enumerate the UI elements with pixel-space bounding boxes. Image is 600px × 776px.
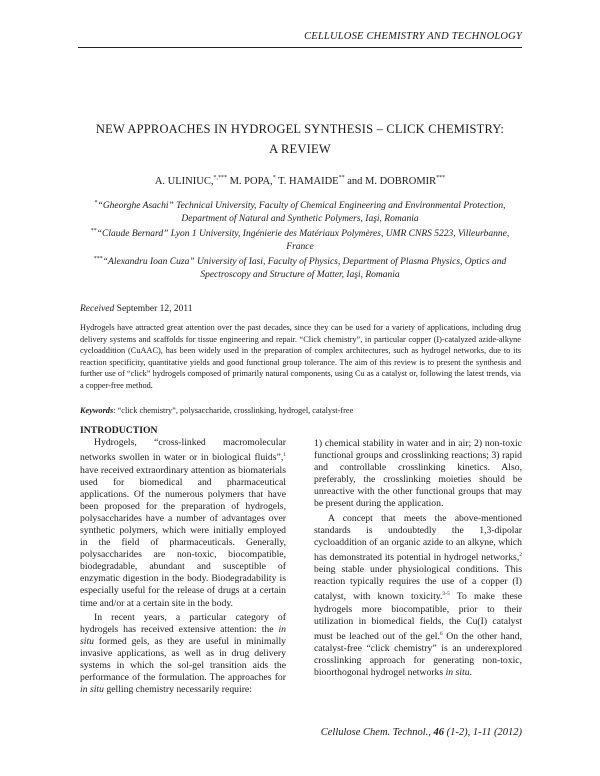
author-affiliation-mark: * bbox=[272, 175, 276, 181]
affiliations bbox=[80, 197, 520, 281]
affiliation-text: “Claude Bernard” Lyon 1 University, Ingénierie des Matériaux Polymères, UMR CNRS 5223, Villeurbanne, France bbox=[96, 229, 510, 252]
author-name: M. POPA, bbox=[229, 176, 273, 187]
keywords bbox=[80, 406, 521, 415]
author-affiliation-mark: *** bbox=[436, 175, 446, 181]
affiliation-text: “Alexandru Ioan Cuza” University of Iasi, Faculty of Physics, Department of Plasma Physics, Optics and Spectroscopy and Structure of Matter, Iaşi, Romania bbox=[102, 257, 507, 280]
citation: 6 bbox=[439, 630, 443, 637]
keywords-list: : “click chemistry”, polysaccharide, crosslinking, hydrogel, catalyst-free bbox=[113, 406, 354, 415]
header-divider bbox=[78, 47, 522, 48]
journal-header: CELLULOSE CHEMISTRY AND TECHNOLOGY bbox=[304, 31, 522, 42]
title-line-2: A REVIEW bbox=[269, 142, 331, 156]
affiliation-item bbox=[80, 225, 520, 253]
received-label: Received bbox=[80, 304, 115, 314]
page-footer-citation: Cellulose Chem. Technol., 46 (1-2), 1-11 (2012) bbox=[320, 727, 522, 738]
citation: 3-5 bbox=[442, 591, 450, 598]
author-name: and M. DOBROMIR bbox=[347, 176, 437, 187]
title-line-1: NEW APPROACHES IN HYDROGEL SYNTHESIS – CLICK CHEMISTRY: bbox=[95, 122, 505, 136]
body-paragraph: In recent years, a particular category of hydrogels has received extensive attention: the in situ formed gels, as they are useful in minimally invasive applications, as well as in drug delivery systems in which the sol-gel transition aids the performance of the formulation. The approaches for in situ gelling chemistry necessarily require: bbox=[80, 611, 286, 696]
body-paragraph: Hydrogels, “cross-linked macromolecular networks swollen in water or in biological fluids”,$^1$ have received extraordinary attention as biomaterials used for biomedical and pharmaceutical applications. Of the numerous polymers that have been proposed for the preparation of hydrogels, polysaccharides have a number of advantages over synthetic polymers, which were initially employed in the field of pharmaceuticals. Generally, polysaccharides are non-toxic, biocompatible, biodegradable, abundant and susceptible of enzymatic digestion in the body. Biodegradability is especially useful for the release of drugs at a certain time and/or at a certain site in the body. bbox=[80, 437, 286, 609]
affiliation-item bbox=[80, 197, 520, 225]
affiliation-mark: ** bbox=[90, 227, 97, 234]
received-date bbox=[80, 304, 193, 314]
keywords-label: Keywords bbox=[80, 406, 114, 415]
citation: 1 bbox=[283, 452, 286, 459]
section-heading: INTRODUCTION bbox=[80, 425, 158, 436]
volume-number: 46 bbox=[433, 727, 445, 738]
received-date-value: September 12, 2011 bbox=[116, 304, 193, 314]
author-affiliation-mark: ** bbox=[338, 175, 345, 181]
affiliation-text: “Gheorghe Asachi” Technical University, Faculty of Chemical Engineering and Environmental Protection, Department of Natural and Synthetic Polymers, Iaşi, Romania bbox=[97, 201, 506, 224]
abstract: Hydrogels have attracted great attention over the past decades, since they can be used for a variety of applications, including drug delivery systems and scaffolds for tissue engineering and repair. “Click chemistry”, in particular copper (I)-catalyzed azide-alkyne cycloaddition (CuAAC), has been widely used in the preparation of complex architectures, such as hydrogel networks, due to its reaction specificity, quantitative yields and good functional group tolerance. The aim of this review is to present the synthesis and further use of “click” hydrogels composed of primarily natural components, using Cu as a catalyst or, following the latest trends, via a copper-free method. bbox=[80, 323, 521, 390]
article-title bbox=[60, 119, 540, 159]
body-paragraph: A concept that meets the above-mentioned standards is undoubtedly the 1,3-dipolar cycloaddition of an organic azide to an alkyne, which has demonstrated its potential in hydrogel networks,$^2$ being stable under physiological conditions. This reaction typically requires the use of a copper (I) catalyst, with known toxicity.$^{3-5}$ To make these hydrogels more biocompatible, prior to their utilization in biomedical fields, the Cu(I) catalyst must be leached out of the gel.$^6$ On the other hand, catalyst-free “click chemistry” is an underexplored crosslinking approach for generating non-toxic, bioorthogonal hydrogel networks in situ. bbox=[314, 512, 522, 679]
affiliation-mark: *** bbox=[93, 255, 103, 262]
affiliation-mark: * bbox=[94, 200, 98, 206]
body-column-left bbox=[80, 425, 286, 696]
author-list bbox=[60, 176, 540, 187]
author-name: T. HAMAIDE bbox=[278, 176, 339, 187]
body-column-right bbox=[314, 438, 522, 679]
affiliation-item bbox=[80, 253, 520, 281]
body-paragraph: 1) chemical stability in water and in air; 2) non-toxic functional groups and crosslinking reactions; 3) rapid and controllable crosslinking kinetics. Also, preferably, the crosslinking moieties should be unreactive with the other functional groups that may be present during the application. bbox=[314, 438, 522, 510]
author-affiliation-mark: *,*** bbox=[213, 175, 227, 181]
citation: 2 bbox=[519, 551, 522, 558]
author-name: A. ULINIUC, bbox=[154, 176, 214, 187]
